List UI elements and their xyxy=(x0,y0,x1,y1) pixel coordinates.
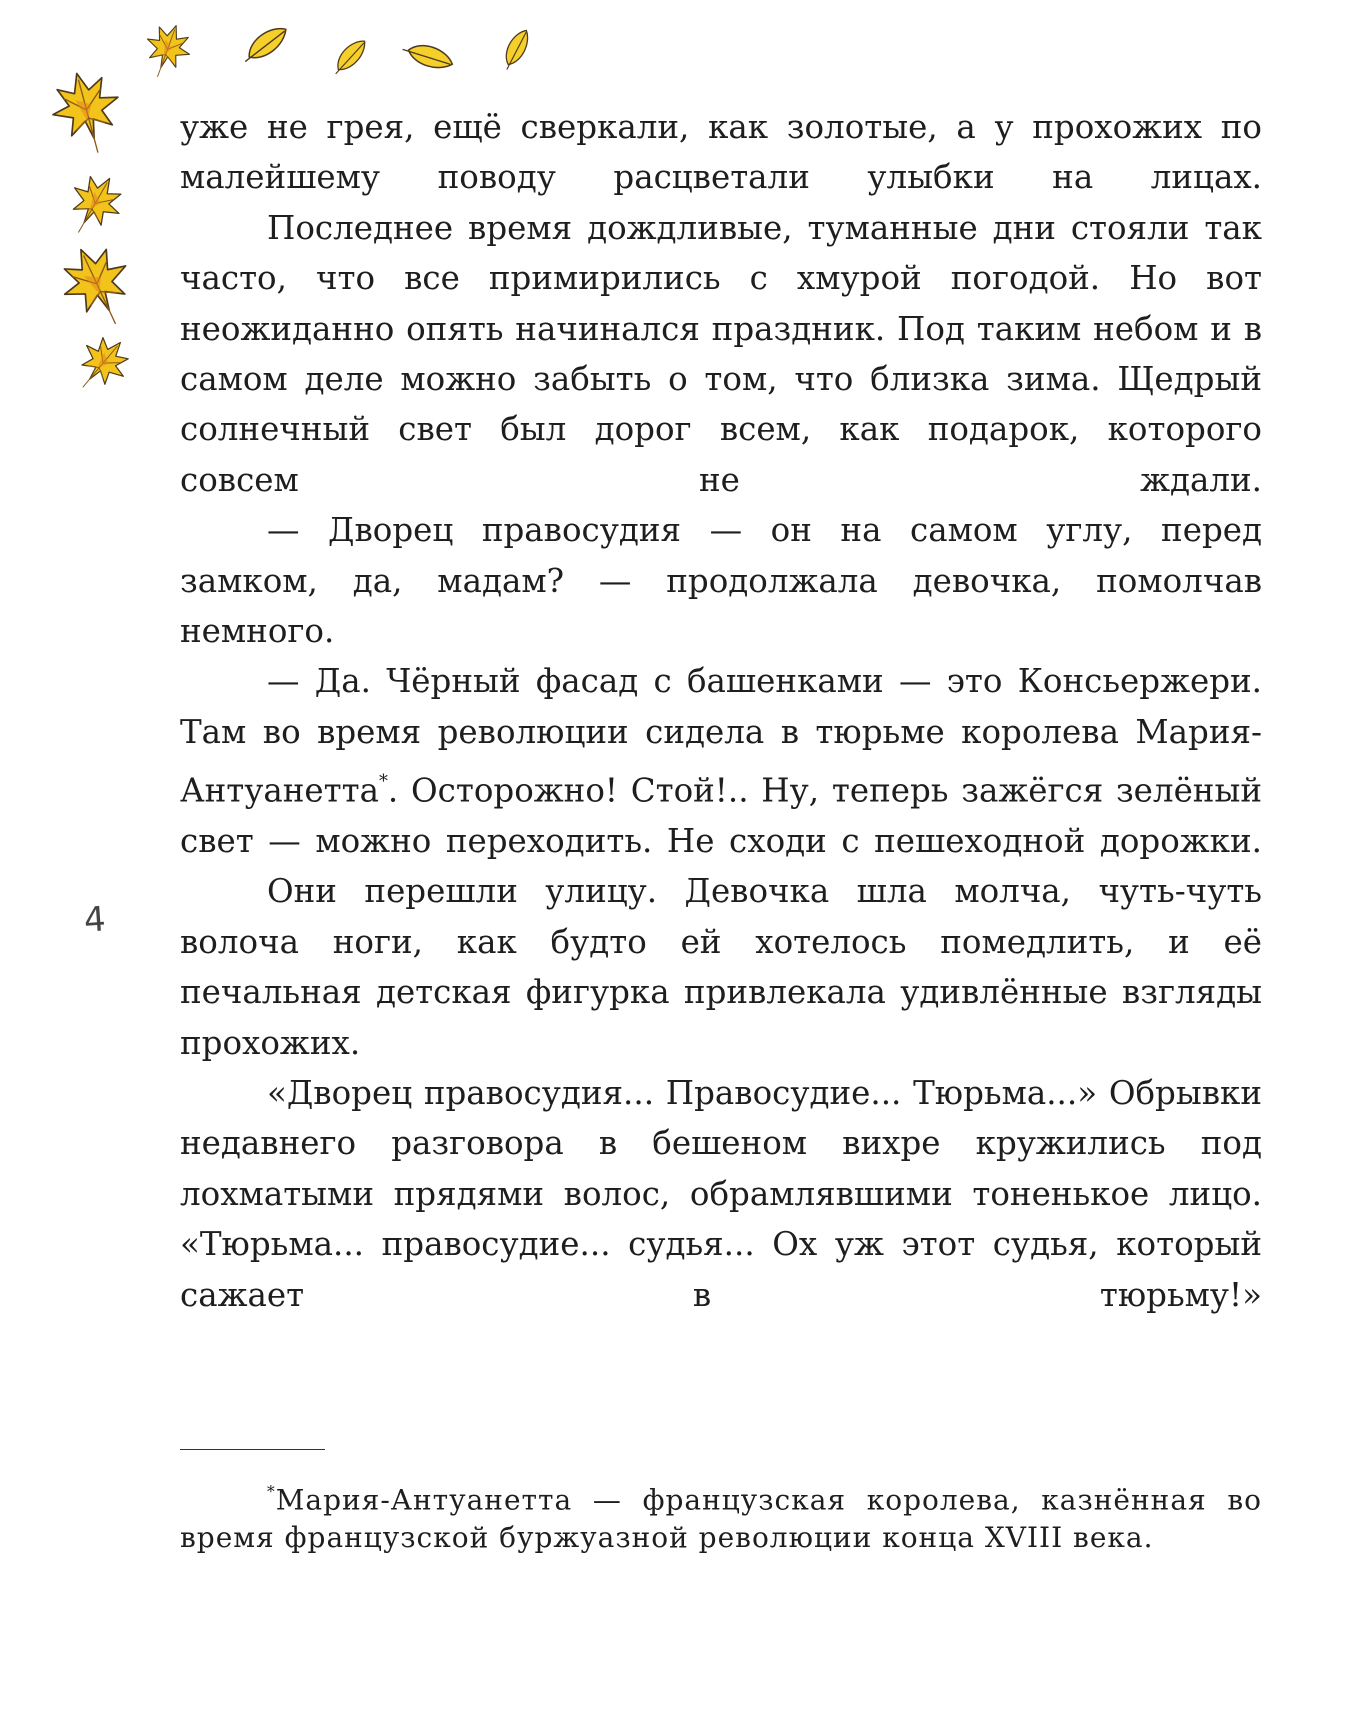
paragraph-3: — Дворец правосудия — он на самом углу, перед замком, да, мадам? — продолжала девочка, помолчав немного. xyxy=(180,511,1262,651)
leaf-icon xyxy=(497,27,535,72)
paragraph-5: Они перешли улицу. Девочка шла молча, чуть-чуть волоча ноги, как будто ей хотелось помедлить, и её печальная детская фигурка привлекала удивлённые взгляды прохожих. xyxy=(180,872,1262,1062)
page-number: 4 xyxy=(82,899,108,941)
leaf-icon xyxy=(50,235,146,338)
leaf-icon xyxy=(238,23,292,66)
leaf-icon xyxy=(56,166,132,246)
leaf-icon xyxy=(44,65,130,162)
footnote-marker: * xyxy=(378,771,388,793)
paragraph-4 xyxy=(180,656,1262,866)
body-text xyxy=(180,102,1262,1320)
paragraph-4-part-1: — Да. Чёрный фасад с башенками — это Консьержери. Там во время революции сидела в тюрьме королева Мария-Антуанетта xyxy=(180,662,1262,810)
paragraph-4-part-2: . Осторожно! Стой!.. Ну, теперь зажёгся зелёный свет — можно переходить. Не сходи с пешеходной дорожки. xyxy=(180,771,1262,860)
leaf-icon xyxy=(328,36,372,77)
leaf-icon xyxy=(136,18,197,85)
footnote-body: Мария-Антуанетта — французская королева, казнённая во время французской буржуазной революции конца XVIII века. xyxy=(180,1483,1262,1555)
leaf-icon xyxy=(64,327,138,403)
leaf-icon xyxy=(401,36,456,76)
paragraph-2: Последнее время дождливые, туманные дни стояли так часто, что все примирились с хмурой погодой. Но вот неожиданно опять начинался праздник. Под таким небом и в самом деле можно забыть о том, что близка зима. Щедрый солнечный свет был дорог всем, как подарок, которого совсем не ждали. xyxy=(180,208,1262,499)
paragraph-6: «Дворец правосудия... Правосудие... Тюрьма...» Обрывки недавнего разговора в бешеном вихре кружились под лохматыми прядями волос, обрамлявшими тоненькое лицо. «Тюрьма... правосудие... судья... Ох уж этот судья, который сажает в тюрьму!» xyxy=(180,1074,1262,1314)
footnote-marker: * xyxy=(267,1483,276,1501)
footnote-text xyxy=(180,1473,1262,1557)
footnote-divider xyxy=(180,1449,325,1450)
paragraph-1: уже не грея, ещё сверкали, как золотые, а у прохожих по малейшему поводу расцветали улыбки на лицах. xyxy=(180,108,1262,197)
footnote xyxy=(180,1473,1262,1557)
